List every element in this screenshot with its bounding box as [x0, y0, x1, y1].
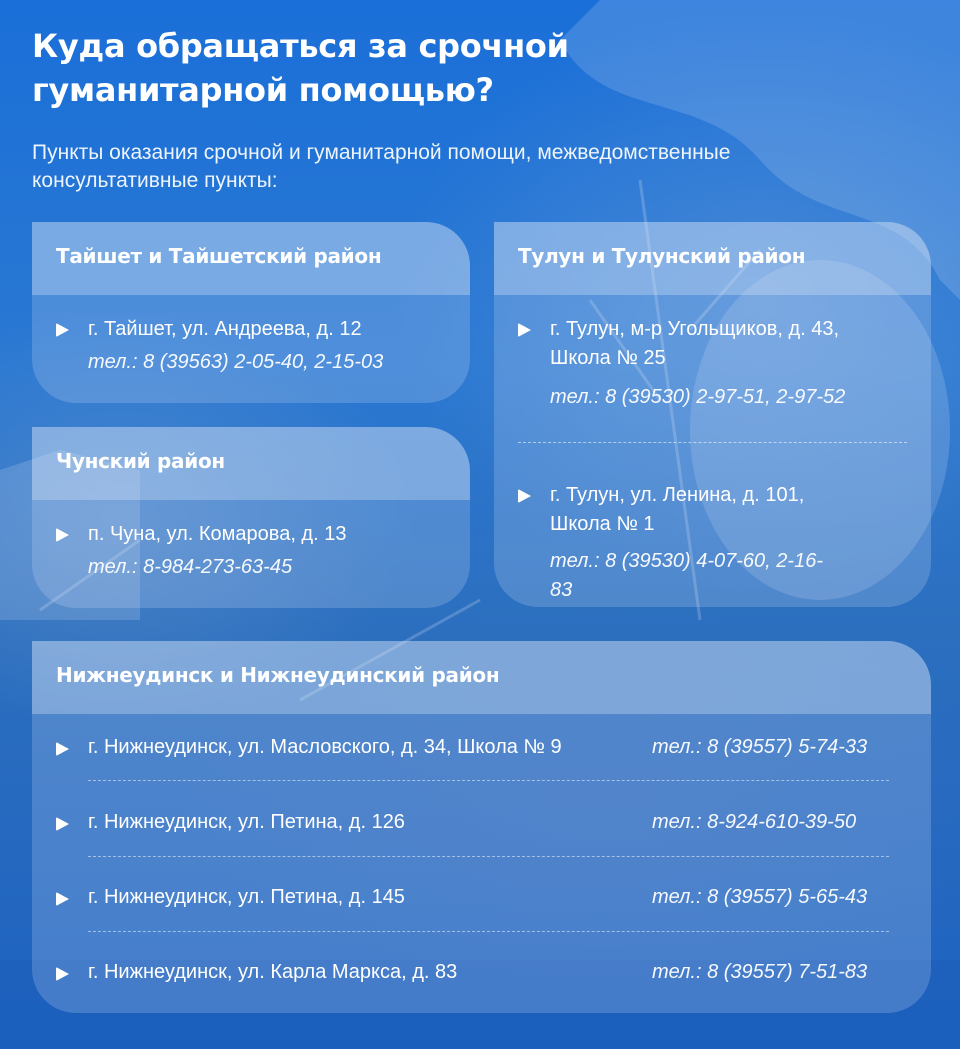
entry-divider	[518, 442, 907, 443]
location-entry	[494, 315, 870, 412]
phone-text: тел.: 8-984-273-63-45	[88, 556, 293, 578]
triangle-bullet-icon	[56, 967, 69, 981]
page-subtitle: Пункты оказания срочной и гуманитарной помощи, межведомственные консультативные пункты:	[32, 141, 731, 192]
card-tulun	[494, 222, 931, 607]
triangle-bullet-icon	[56, 892, 69, 906]
location-entry	[32, 315, 470, 377]
address-text: п. Чуна, ул. Комарова, д. 13	[88, 523, 347, 545]
page-title: Куда обращаться за срочной гуманитарной помощью?	[32, 27, 569, 109]
phone-text: тел.: 8 (39530) 2-97-51, 2-97-52	[550, 386, 846, 408]
card-heading: Тулун и Тулунский район	[494, 222, 931, 295]
card-nizhneudinsk	[32, 641, 931, 1013]
triangle-bullet-icon	[56, 742, 69, 756]
triangle-bullet-icon	[56, 817, 69, 831]
phone-text: тел.: 8 (39557) 5-74-33	[652, 736, 868, 758]
address-text: г. Нижнеудинск, ул. Петина, д. 145	[88, 886, 405, 908]
card-heading: Чунский район	[32, 427, 470, 500]
card-heading: Тайшет и Тайшетский район	[32, 222, 470, 295]
location-entry	[494, 481, 850, 605]
location-row	[32, 733, 931, 763]
triangle-bullet-icon	[518, 323, 531, 337]
location-row	[32, 883, 931, 913]
location-row	[32, 808, 931, 838]
address-text: г. Нижнеудинск, ул. Масловского, д. 34, Школа № 9	[88, 736, 562, 758]
entry-divider	[88, 856, 889, 857]
address-text: г. Нижнеудинск, ул. Петина, д. 126	[88, 811, 405, 833]
address-text: г. Нижнеудинск, ул. Карла Маркса, д. 83	[88, 961, 458, 983]
phone-text: тел.: 8 (39530) 4-07-60, 2-16-83	[550, 550, 823, 601]
phone-text: тел.: 8 (39563) 2-05-40, 2-15-03	[88, 351, 384, 373]
entry-divider	[88, 780, 889, 781]
phone-text: тел.: 8 (39557) 7-51-83	[652, 961, 868, 983]
card-heading: Нижнеудинск и Нижнеудинский район	[32, 641, 931, 714]
card-taishet	[32, 222, 470, 403]
entry-divider	[88, 931, 889, 932]
phone-text: тел.: 8-924-610-39-50	[652, 811, 857, 833]
triangle-bullet-icon	[518, 489, 531, 503]
location-entry	[32, 520, 470, 582]
address-text: г. Тулун, м-р Угольщиков, д. 43, Школа № 25	[550, 318, 840, 369]
address-text: г. Тулун, ул. Ленина, д. 101, Школа № 1	[550, 484, 805, 535]
triangle-bullet-icon	[56, 528, 69, 542]
phone-text: тел.: 8 (39557) 5-65-43	[652, 886, 868, 908]
address-text: г. Тайшет, ул. Андреева, д. 12	[88, 318, 362, 340]
location-row	[32, 958, 931, 988]
card-chuna	[32, 427, 470, 608]
triangle-bullet-icon	[56, 323, 69, 337]
